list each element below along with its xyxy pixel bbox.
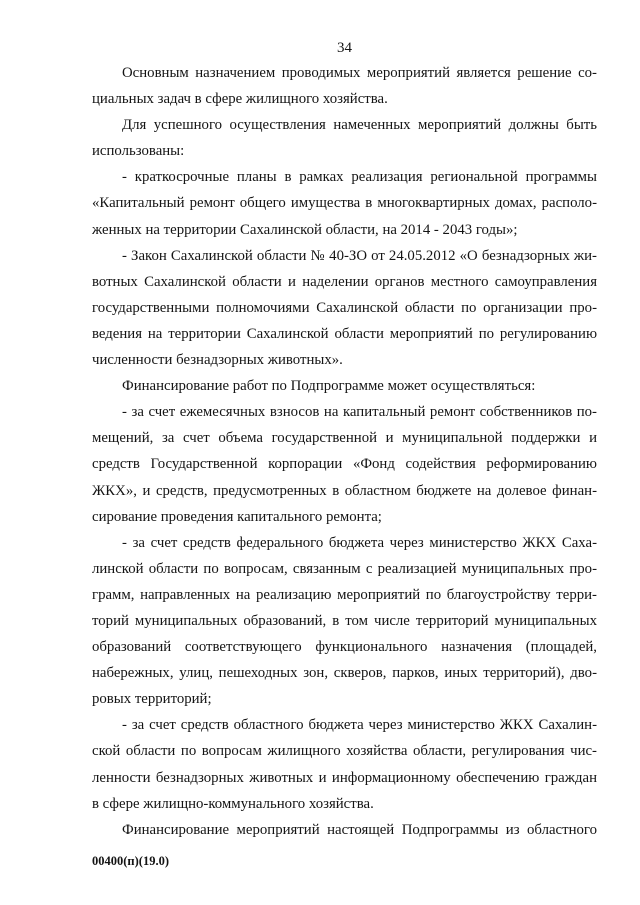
text-line: Финансирование работ по Подпрограмме может осуществляться: [122, 378, 536, 395]
paragraph [92, 712, 597, 816]
text-line: ленности безнадзорных животных и информационному обеспечению граждан [92, 769, 597, 786]
text-line: образований соответствующего функционального назначения (площадей, [92, 639, 597, 656]
paragraph [92, 817, 597, 843]
text-line: - Закон Сахалинской области № 40-ЗО от 24.05.2012 «О безнадзорных жи- [122, 247, 597, 264]
text-line: «Капитальный ремонт общего имущества в многоквартирных домах, располо- [92, 195, 597, 212]
text-line: использованы: [92, 143, 185, 160]
text-line: в сфере жилищно-коммунального хозяйства. [92, 795, 374, 812]
text-line: грамм, направленных на реализацию мероприятий по благоустройству терри- [92, 586, 597, 603]
text-line: женных на территории Сахалинской области, на 2014 - 2043 годы»; [92, 221, 518, 238]
paragraph [92, 60, 597, 112]
paragraph [92, 243, 597, 373]
text-line: - краткосрочные планы в рамках реализация региональной программы [122, 169, 597, 186]
text-line: ведения на территории Сахалинской области мероприятий по регулированию [92, 325, 597, 342]
page-number: 34 [337, 40, 352, 56]
document-code-footer: 00400(п)(19.0) [92, 854, 169, 868]
text-line: средств Государственной корпорации «Фонд содействия реформированию [92, 456, 597, 473]
paragraph [92, 530, 597, 713]
text-line: государственными полномочиями Сахалинской области по организации про- [92, 299, 597, 316]
text-line: набережных, улиц, пешеходных зон, скверов, парков, иных территорий), дво- [92, 665, 597, 682]
text-line: - за счет ежемесячных взносов на капитальный ремонт собственников по- [122, 404, 597, 421]
paragraph [92, 373, 597, 399]
paragraph [92, 164, 597, 242]
text-line: линской области по вопросам, связанным с реализацией муниципальных про- [92, 560, 597, 577]
text-line: Для успешного осуществления намеченных мероприятий должны быть [122, 117, 597, 134]
paragraph [92, 112, 597, 164]
text-line: ской области по вопросам жилищного хозяйства области, регулирования чис- [92, 743, 597, 760]
text-line: Финансирование мероприятий настоящей Подпрограммы из областного [122, 821, 597, 838]
paragraph [92, 399, 597, 529]
text-line: вотных Сахалинской области и наделении органов местного самоуправления [92, 273, 597, 290]
text-line: мещений, за счет объема государственной и муниципальной поддержки и [92, 430, 597, 447]
text-line: торий муниципальных образований, в том числе территорий муниципальных [92, 612, 597, 629]
text-line: циальных задач в сфере жилищного хозяйства. [92, 91, 388, 108]
text-line: сирование проведения капитального ремонта; [92, 508, 382, 525]
text-line: ровых территорий; [92, 691, 212, 708]
text-line: - за счет средств областного бюджета через министерство ЖКХ Сахалин- [122, 717, 597, 734]
document-body [92, 60, 597, 843]
text-line: численности безнадзорных животных». [92, 352, 343, 369]
text-line: ЖКХ», и средств, предусмотренных в областном бюджете на долевое финан- [92, 482, 597, 499]
text-line: - за счет средств федерального бюджета через министерство ЖКХ Саха- [122, 534, 597, 551]
text-line: Основным назначением проводимых мероприятий является решение со- [122, 65, 597, 81]
